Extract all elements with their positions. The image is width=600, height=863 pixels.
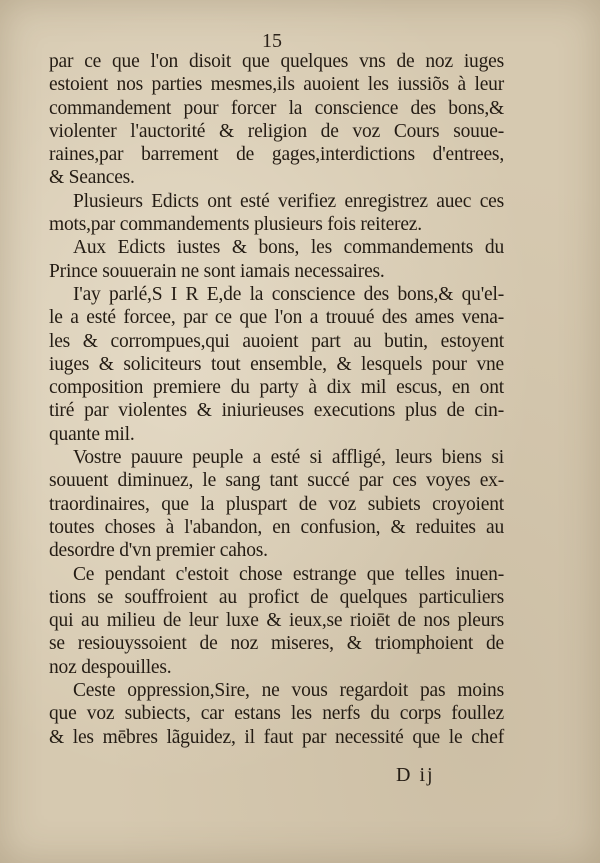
text-line: violenter l'auctorité & religion de voz Cours souue- [49,120,504,142]
text-line: Ce pendant c'estoit chose estrange que telles inuen- [73,563,504,585]
text-line: se resiouyssoient de noz miseres, & triomphoient de [49,633,504,655]
text-line: & les mēbres lãguidez, il faut par necessité que le chef [49,726,504,748]
text-line: & Seances. [49,167,135,189]
page-number: 15 [262,30,282,52]
text-line: que voz subiects, car estans les nerfs du corps foullez [49,703,504,725]
text-line: composition premiere du party à dix mil escus, en ont [49,377,504,399]
text-line: estoient nos parties mesmes,ils auoient les iussiõs à leur [49,74,504,96]
text-line: Vostre pauure peuple a esté si affligé, leurs biens si [73,447,504,469]
text-line: souuent diminuez, le sang tant succé par ces voyes ex- [49,470,504,492]
text-line: Aux Edicts iustes & bons, les commandements du [73,237,504,259]
text-line: tiré par violentes & iniurieuses executions plus de cin- [49,400,504,422]
text-line: Plusieurs Edicts ont esté verifiez enregistrez auec ces [73,190,504,212]
text-line: iuges & soliciteurs tout ensemble, & lesquels pour vne [49,353,504,375]
text-line: par ce que l'on disoit que quelques vns de noz iuges [49,51,504,72]
body-text [49,50,504,749]
text-line: mots,par commandements plusieurs fois reiterez. [49,214,422,236]
signature-mark: D ij [396,764,435,786]
text-line: toutes choses à l'abandon, en confusion, & reduites au [49,516,504,538]
text-line: noz despouilles. [49,656,172,678]
text-line: tions se souffroient au profict de quelques particuliers [49,586,504,608]
text-line: commandement pour forcer la conscience des bons,& [49,97,504,119]
text-line: traordinaires, que la pluspart de voz subiets croyoient [49,493,504,515]
text-line: les & corrompues,qui auoient part au butin, estoyent [49,330,504,352]
text-line: I'ay parlé,S I R E,de la conscience des bons,& qu'el- [73,283,504,305]
text-line: qui au milieu de leur luxe & ieux,se rioiēt de nos pleurs [49,610,504,632]
text-line: quante mil. [49,423,135,445]
text-line: Ceste oppression,Sire, ne vous regardoit pas moins [73,680,504,702]
text-line: raines,par barrement de gages,interdictions d'entrees, [49,144,504,166]
text-line: desordre d'vn premier cahos. [49,540,268,562]
text-line: Prince souuerain ne sont iamais necessaires. [49,260,385,282]
text-line: le a esté forcee, par ce que l'on a trouué des ames vena- [49,307,504,329]
